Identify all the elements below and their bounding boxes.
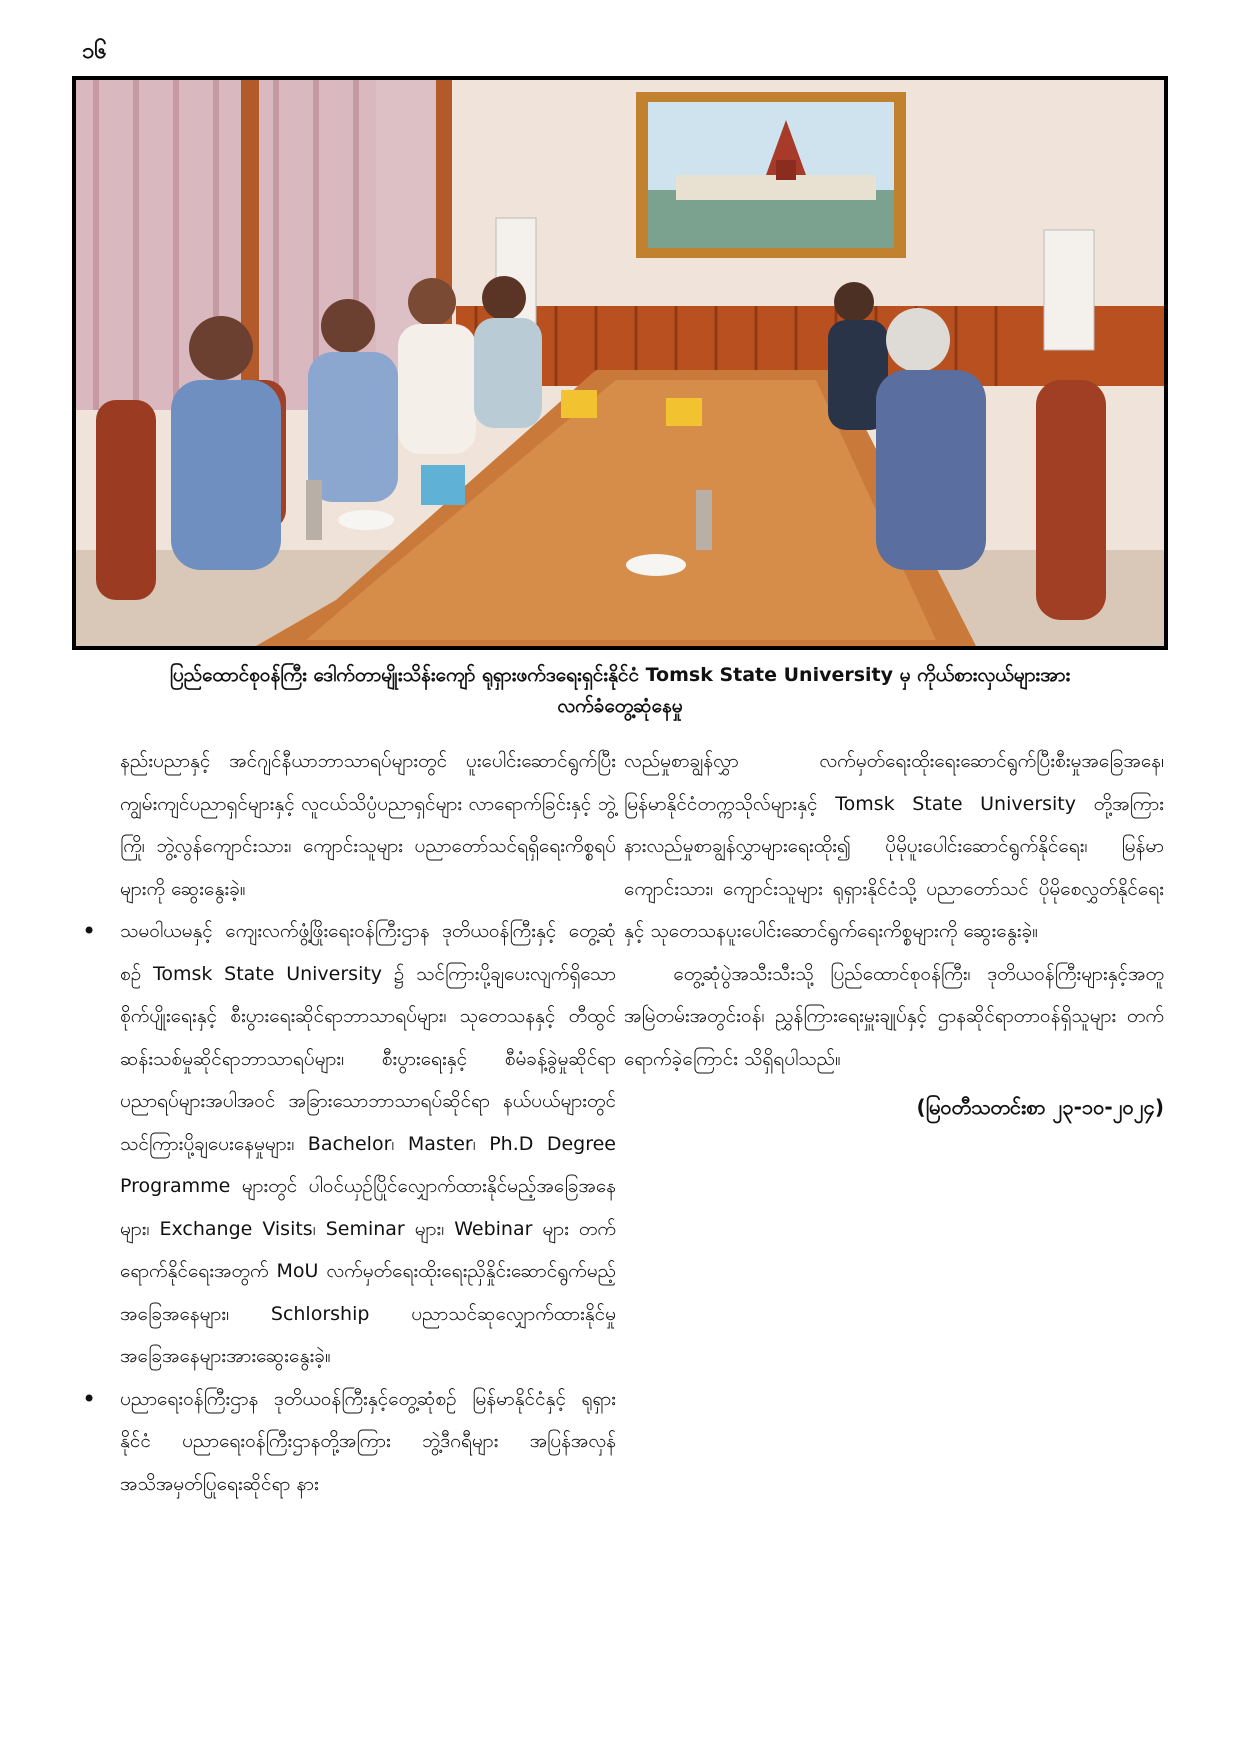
bullet-text-cooperatives: သမဝါယမနှင့် ကျေးလက်ဖွံ့ဖြိုးရေးဝန်ကြီးဌာန ဒုတိယဝန်ကြီးနှင့် တွေ့ဆုံစဉ် Tomsk State University ၌ သင်ကြားပို့ချပေးလျက်ရှိသော စိုက်ပျိုးရေးနှင့် စီးပွားရေးဆိုင်ရာဘာသာရပ်များ၊ သုတေသနနှင့် တီထွင်ဆန်းသစ်မှုဆိုင်ရာဘာသာရပ်များ၊ စီးပွားရေးနှင့် စီမံခန့်ခွဲမှုဆိုင်ရာ ပညာရပ်များအပါအဝင် အခြားသောဘာသာရပ်ဆိုင်ရာ နယ်ပယ်များတွင် သင်ကြားပို့ချပေးနေမှုများ၊ Bachelor၊ Master၊ Ph.D Degree Programme များတွင် ပါဝင်ယှဉ်ပြိုင်လျှောက်ထားနိုင်မည့်အခြေအနေများ၊ Exchange Visits၊ Seminar များ၊ Webinar များ တက်ရောက်နိုင်ရေးအတွက် MoU လက်မှတ်ရေးထိုးရေးညှိနှိုင်းဆောင်ရွက်မည့်အခြေအနေများ၊ Schlorship ပညာသင်ဆုလျှောက်ထားနိုင်မှုအခြေအနေများအားဆွေးနွေးခဲ့။ [120,920,616,1367]
intro-paragraph: နည်းပညာနှင့် အင်ဂျင်နီယာဘာသာရပ်များတွင် ပူးပေါင်းဆောင်ရွက်ပြီး ကျွမ်းကျင်ပညာရှင်များနှင့် လူငယ်သိပ္ပံပညာရှင်များ လာရောက်ခြင်းနှင့် ဘွဲ့ကြို၊ ဘွဲ့လွန်ကျောင်းသား၊ ကျောင်းသူများ ပညာတော်သင်ရရှိရေးကိစ္စရပ်များကို ဆွေးနွေးခဲ့။ [120,750,616,900]
caption-line-2: လက်ခံတွေ့ဆုံနေမှု [557,695,683,717]
meeting-photo [72,76,1168,650]
bullet-icon: • [82,917,97,945]
bullet-item [82,910,616,1378]
caption-line-1: ပြည်ထောင်စုဝန်ကြီး ဒေါက်တာမျိုးသိန်းကျော် ရုရှားဖက်ဒရေးရှင်းနိုင်ငံ Tomsk State University မှ ကိုယ်စားလှယ်များအား [169,664,1071,686]
bullet-icon: • [82,1384,97,1413]
continuation-paragraph: လည်မှုစာချွန်လွှာ လက်မှတ်ရေးထိုးရေးဆောင်ရွက်ပြီးစီးမှုအခြေအနေ၊ မြန်မာနိုင်ငံတက္ကသိုလ်များနှင့် Tomsk State University တို့အကြား နားလည်မှုစာချွန်လွှာများရေးထိုး၍ ပိုမိုပူးပေါင်းဆောင်ရွက်နိုင်ရေး၊ မြန်မာကျောင်းသား၊ ကျောင်းသူများ ရုရှားနိုင်ငံသို့ ပညာတော်သင် ပိုမိုစေလွှတ်နိုင်ရေးနှင့် သုတေသနပူးပေါင်းဆောင်ရွက်ရေးကိစ္စများကို ဆွေးနွေးခဲ့။ [624,750,1164,942]
closing-paragraph: တွေ့ဆုံပွဲအသီးသီးသို့ ပြည်ထောင်စုဝန်ကြီး၊ ဒုတိယဝန်ကြီးများနှင့်အတူ အမြဲတမ်းအတွင်းဝန်၊ ညွှန်ကြားရေးမှူးချုပ်နှင့် ဌာနဆိုင်ရာတာဝန်ရှိသူများ တက်ရောက်ခဲ့ကြောင်း သိရှိရပါသည်။ [624,962,1164,1070]
photo-caption [72,660,1168,722]
source-citation: (မြဝတီသတင်းစာ ၂၃-၁၀-၂၀၂၄) [916,1095,1164,1119]
left-column [82,740,616,1505]
page-number: ၁၆ [82,39,107,64]
bullet-item [82,1378,616,1506]
bullet-text-education: ပညာရေးဝန်ကြီးဌာန ဒုတိယဝန်ကြီးနှင့်တွေ့ဆုံစဉ် မြန်မာနိုင်ငံနှင့် ရုရှားနိုင်ငံ ပညာရေးဝန်ကြီးဌာနတို့အကြား ဘွဲ့ဒီဂရီများ အပြန်အလှန် အသိအမှတ်ပြုရေးဆိုင်ရာ နား [120,1387,616,1495]
meeting-photo-illustration [76,80,1164,646]
right-column [624,740,1164,1129]
